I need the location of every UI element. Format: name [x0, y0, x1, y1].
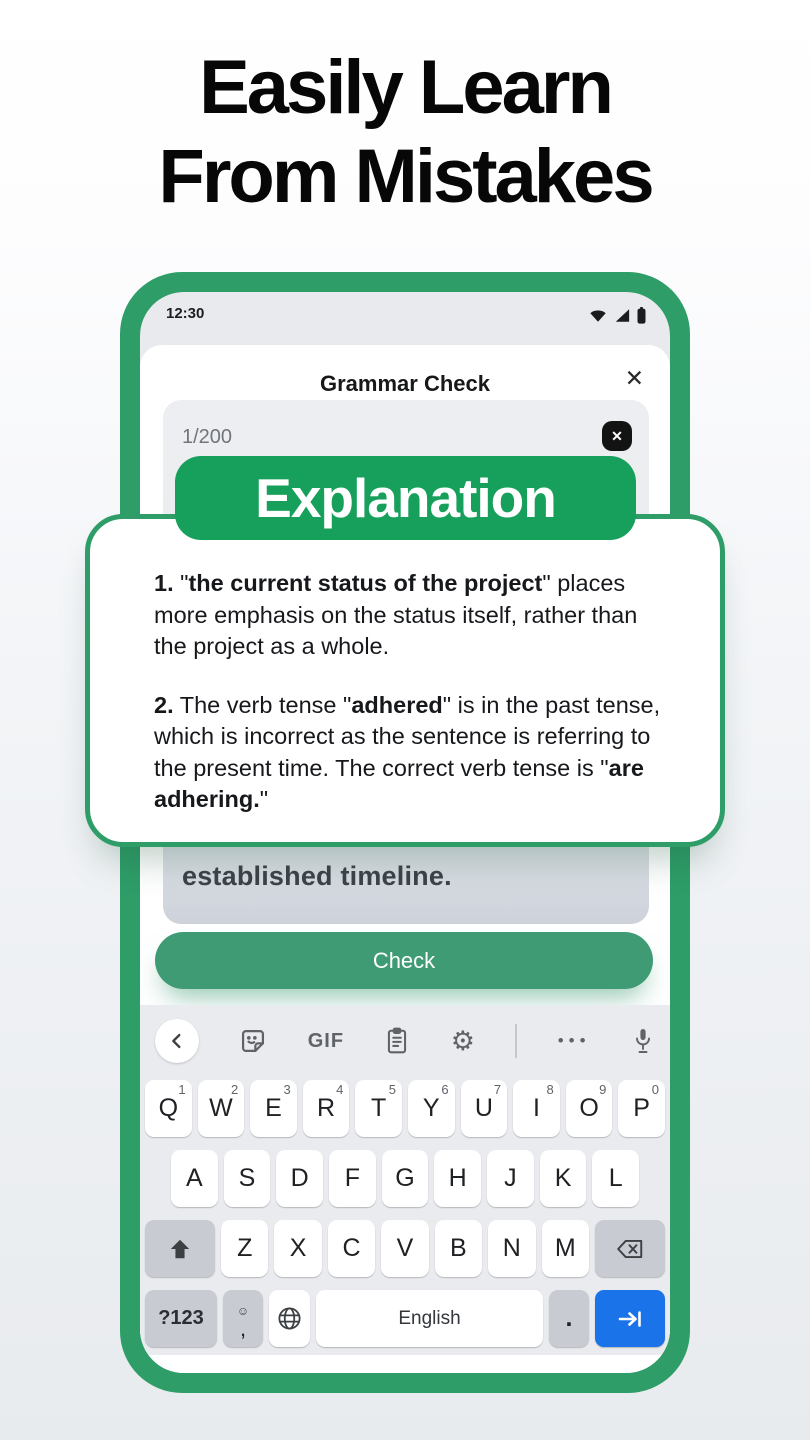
explanation-banner: Explanation: [175, 456, 636, 540]
key-P[interactable]: 0 P: [618, 1080, 665, 1137]
key-I[interactable]: 8 I: [513, 1080, 560, 1137]
key-E[interactable]: 3 E: [250, 1080, 297, 1137]
key-T[interactable]: 5 T: [355, 1080, 402, 1137]
key-F[interactable]: F: [329, 1150, 376, 1207]
key-row-2: [140, 1150, 670, 1207]
backspace-icon: [615, 1237, 645, 1261]
key-Z[interactable]: Z: [221, 1220, 268, 1277]
globe-icon: [276, 1305, 303, 1332]
shift-icon: [167, 1236, 193, 1262]
emoji-hint-icon: ☺: [236, 1303, 250, 1318]
key-Y[interactable]: 6 Y: [408, 1080, 455, 1137]
key-row-3: [140, 1220, 670, 1277]
key-H[interactable]: H: [434, 1150, 481, 1207]
settings-gear-icon[interactable]: ⚙: [450, 1025, 475, 1056]
char-counter: 1/200: [182, 426, 233, 448]
period-key[interactable]: .: [549, 1290, 589, 1347]
explanation-point-2: 2. The verb tense "adhered" is in the past tense, which is incorrect as the sentence is referring to the present time. The correct verb tense is "are adhering.": [154, 691, 661, 812]
sticker-icon[interactable]: [239, 1027, 267, 1055]
explanation-popup: [85, 514, 725, 847]
keyboard-toolbar: [155, 1011, 655, 1071]
key-O[interactable]: 9 O: [566, 1080, 613, 1137]
enter-arrow-icon: [616, 1307, 644, 1331]
key-Q[interactable]: 1 Q: [145, 1080, 192, 1137]
key-V[interactable]: V: [381, 1220, 428, 1277]
signal-icon: [614, 308, 630, 323]
key-D[interactable]: D: [276, 1150, 323, 1207]
key-X[interactable]: X: [274, 1220, 321, 1277]
toolbar-divider: [515, 1024, 517, 1058]
key-K[interactable]: K: [540, 1150, 587, 1207]
key-G[interactable]: G: [382, 1150, 429, 1207]
key-J[interactable]: J: [487, 1150, 534, 1207]
comma-key[interactable]: ☺ ,: [223, 1290, 263, 1347]
keyboard-bottom-strip: [140, 1355, 670, 1373]
key-row-1: [140, 1080, 670, 1137]
check-button[interactable]: Check: [155, 932, 653, 989]
back-icon[interactable]: [155, 1019, 199, 1063]
symbols-key[interactable]: ?123: [145, 1290, 217, 1347]
sheet-title: Grammar Check: [320, 371, 490, 396]
key-B[interactable]: B: [435, 1220, 482, 1277]
globe-key[interactable]: [269, 1290, 310, 1347]
key-R[interactable]: 4 R: [303, 1080, 350, 1137]
key-M[interactable]: M: [542, 1220, 589, 1277]
more-dots-icon[interactable]: •••: [557, 1031, 591, 1050]
status-time: 12:30: [166, 305, 205, 322]
key-row-4: [140, 1290, 670, 1347]
key-U[interactable]: 7 U: [461, 1080, 508, 1137]
key-A[interactable]: A: [171, 1150, 218, 1207]
clear-x-icon: ✕: [611, 427, 623, 444]
page-title: Easily Learn From Mistakes: [158, 45, 652, 219]
explanation-point-1: 1. "the current status of the project" places more emphasis on the status itself, rather than the project as a whole.: [154, 570, 638, 659]
backspace-key[interactable]: [595, 1220, 665, 1277]
key-C[interactable]: C: [328, 1220, 375, 1277]
key-W[interactable]: 2 W: [198, 1080, 245, 1137]
clear-text-button[interactable]: [602, 421, 632, 451]
clipboard-icon[interactable]: [384, 1027, 410, 1055]
spacebar[interactable]: English: [316, 1290, 543, 1347]
key-L[interactable]: L: [592, 1150, 639, 1207]
microphone-icon[interactable]: [631, 1026, 655, 1056]
gif-label[interactable]: GIF: [307, 1029, 345, 1052]
key-S[interactable]: S: [224, 1150, 271, 1207]
battery-icon: [637, 307, 646, 324]
status-bar: [140, 292, 670, 340]
shift-key[interactable]: [145, 1220, 215, 1277]
input-text: established timeline.: [182, 861, 452, 891]
key-N[interactable]: N: [488, 1220, 535, 1277]
close-icon[interactable]: ✕: [624, 365, 644, 391]
explanation-text: [90, 519, 720, 816]
wifi-icon: [589, 308, 607, 323]
enter-key[interactable]: [595, 1290, 665, 1347]
keyboard: [140, 1005, 670, 1373]
